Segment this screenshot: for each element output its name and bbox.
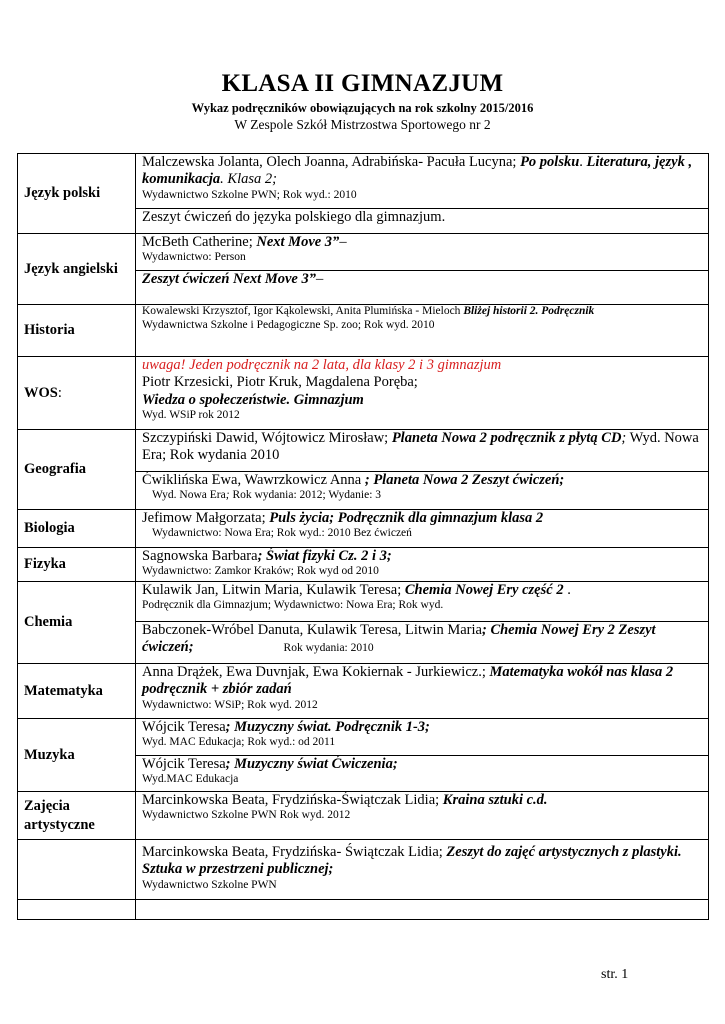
book-cell xyxy=(136,840,709,900)
book-authors: Marcinkowska Beata, Frydzińska- Świątczak Lidia; xyxy=(142,844,447,860)
subject-cell: Historia xyxy=(18,305,136,357)
book-cell xyxy=(136,792,709,840)
book-title: Puls życia; Podręcznik dla gimnazjum klasa 2 xyxy=(269,510,544,526)
table-row xyxy=(18,357,709,430)
subject-cell: Muzyka xyxy=(18,719,136,792)
book-title: Planeta Nowa 2 podręcznik z płytą CD xyxy=(391,430,622,446)
book-publisher: Wydawnictwo: Person xyxy=(142,251,246,264)
book-title: Kraina sztuki c.d xyxy=(442,792,544,808)
table-row xyxy=(18,548,709,582)
book-cell xyxy=(136,234,709,271)
book-title: ; Muzyczny świat Ćwiczenia; xyxy=(225,756,398,772)
page-title: KLASA II GIMNAZJUM xyxy=(221,70,504,97)
book-publisher: Wydawnictwo Szkolne PWN; Rok wyd.: 2010 xyxy=(142,188,357,201)
book-publisher: Wydawnictwo: WSiP; Rok wyd. 2012 xyxy=(142,698,318,711)
book-cell xyxy=(136,548,709,582)
book-publisher: Wydawnictwo: Nowa Era; Rok wyd.: 2010 Bez ćwiczeń xyxy=(152,527,412,540)
book-title: Zeszyt ćwiczeń Next Move 3” xyxy=(142,271,316,287)
book-text: ; xyxy=(621,430,627,446)
book-authors: Anna Drążek, Ewa Duvnjak, Ewa Kokiernak - Jurkiewicz.; xyxy=(142,664,490,680)
book-authors: McBeth Catherine; xyxy=(142,234,257,250)
subject-label: WOS xyxy=(24,384,58,401)
book-publisher: Wydawnictwa Szkolne i Pedagogiczne Sp. zoo; Rok wyd. 2010 xyxy=(142,318,435,331)
book-text: . xyxy=(563,582,571,598)
book-authors: Wójcik Teresa xyxy=(142,756,226,772)
book-cell xyxy=(136,756,709,792)
book-cell xyxy=(136,719,709,756)
book-cell xyxy=(136,582,709,622)
book-cell xyxy=(136,664,709,719)
document-subtitle: Wykaz podręczników obowiązujących na rok szkolny 2015/2016 xyxy=(191,101,534,115)
book-title: Next Move 3” xyxy=(256,234,340,250)
book-authors: Ćwiklińska Ewa, Wawrzkowicz Anna xyxy=(142,472,365,488)
book-authors: Kowalewski Krzysztof, Igor Kąkolewski, Anita Plumińska - Mieloch xyxy=(142,305,464,317)
book-title: Literatura, język , komunikacja xyxy=(142,154,693,188)
subject-cell: Chemia xyxy=(18,582,136,664)
book-publisher: Podręcznik dla Gimnazjum; Wydawnictwo: Nowa Era; Rok wyd. xyxy=(142,599,444,612)
book-text: . xyxy=(579,154,583,170)
book-cell xyxy=(136,357,709,430)
subject-cell: Matematyka xyxy=(18,664,136,719)
book-title: ; Planeta Nowa 2 Zeszyt ćwiczeń; xyxy=(364,472,565,488)
subject-label-colon: : xyxy=(57,384,62,401)
book-title: Chemia Nowej Ery część 2 xyxy=(404,582,564,598)
book-title: Po polsku xyxy=(520,154,580,170)
book-title: ; Chemia Nowej Ery 2 Zeszyt ćwiczeń; xyxy=(142,622,656,656)
page-number: str. 1 xyxy=(601,967,629,982)
table-row xyxy=(18,510,709,548)
note-text: uwaga! Jeden podręcznik na 2 lata, dla klasy 2 i 3 gimnazjum xyxy=(142,357,502,373)
subject-cell: Zajęcia artystyczne xyxy=(18,792,136,840)
subject-cell xyxy=(18,357,136,430)
book-title: ; Muzyczny świat. Podręcznik 1-3; xyxy=(225,719,430,735)
book-cell xyxy=(136,271,709,305)
book-text: . xyxy=(543,792,548,808)
book-title: Matematyka wokół nas klasa 2 podręcznik + zbiór zadań xyxy=(142,664,674,698)
book-authors: Kulawik Jan, Litwin Maria, Kulawik Teresa; xyxy=(142,582,405,598)
table-row xyxy=(18,664,709,719)
table-row xyxy=(18,430,709,472)
book-authors: Sagnowska Barbara xyxy=(142,548,258,564)
book-publisher: Wyd. MAC Edukacja; Rok wyd.: od 2011 xyxy=(142,736,336,749)
school-name: W Zespole Szkół Mistrzostwa Sportowego nr 2 xyxy=(234,117,491,132)
book-cell xyxy=(136,510,709,548)
book-publisher: Wydawnictwo: Zamkor Kraków; Rok wyd od 2010 xyxy=(142,565,379,578)
book-authors: Babczonek-Wróbel Danuta, Kulawik Teresa, Litwin Maria xyxy=(142,622,482,638)
textbook-table xyxy=(17,153,709,920)
book-publisher: Wyd.MAC Edukacja xyxy=(142,773,239,786)
book-authors: Jefimow Małgorzata; xyxy=(142,510,270,526)
book-publisher: Wyd. WSiP rok 2012 xyxy=(142,409,240,422)
table-row xyxy=(18,234,709,271)
book-cell xyxy=(136,209,709,234)
table-row xyxy=(18,582,709,622)
book-title: Bliżej historii 2. Podręcznik xyxy=(463,305,595,317)
book-authors: Piotr Krzesicki, Piotr Kruk, Magdalena Poręba; xyxy=(142,374,418,391)
book-text: ; xyxy=(225,489,230,502)
book-publisher: Wyd. Nowa Era; Rok wydania 2010 xyxy=(142,430,699,464)
book-publisher: Wydawnictwo Szkolne PWN Rok wyd. 2012 xyxy=(142,809,351,822)
book-authors: Marcinkowska Beata, Frydzińska-Świątczak Lidia; xyxy=(142,792,443,808)
subject-cell: Biologia xyxy=(18,510,136,548)
table-row xyxy=(18,719,709,756)
book-publisher: Rok wydania: 2012; Wydanie: 3 xyxy=(229,489,382,502)
book-publisher: Wyd. Nowa Era xyxy=(152,489,226,502)
table-row xyxy=(18,154,709,209)
book-authors: Malczewska Jolanta, Olech Joanna, Adrabińska- Pacuła Lucyna; xyxy=(142,154,521,170)
book-publisher: Wydawnictwo Szkolne PWN xyxy=(142,878,277,891)
book-title: Wiedza o społeczeństwie. Gimnazjum xyxy=(142,391,364,408)
book-text: – xyxy=(339,234,347,250)
book-title: Zeszyt do zajęć artystycznych z plastyki. Sztuka w przestrzeni publicznej; xyxy=(142,844,682,878)
subject-cell: Fizyka xyxy=(18,548,136,582)
table-row xyxy=(18,900,709,920)
subject-cell xyxy=(18,840,136,900)
book-cell xyxy=(136,305,709,357)
book-cell xyxy=(136,900,709,920)
book-title: Zeszyt ćwiczeń do języka polskiego dla gimnazjum. xyxy=(142,209,446,225)
book-cell xyxy=(136,430,709,472)
book-cell xyxy=(136,154,709,209)
subject-cell xyxy=(18,900,136,920)
book-cell xyxy=(136,622,709,664)
book-text: – xyxy=(315,271,324,287)
subject-cell: Język polski xyxy=(18,154,136,234)
table-row xyxy=(18,305,709,357)
subject-cell: Geografia xyxy=(18,430,136,510)
table-row xyxy=(18,840,709,900)
table-row xyxy=(18,792,709,840)
book-cell xyxy=(136,472,709,510)
book-authors: Wójcik Teresa xyxy=(142,719,226,735)
book-publisher: Rok wydania: 2010 xyxy=(283,642,374,655)
subject-cell: Język angielski xyxy=(18,234,136,305)
book-authors: Szczypiński Dawid, Wójtowicz Mirosław; xyxy=(142,430,392,446)
book-title: ; Świat fizyki Cz. 2 i 3; xyxy=(257,548,392,564)
book-text: . Klasa 2; xyxy=(220,171,277,188)
